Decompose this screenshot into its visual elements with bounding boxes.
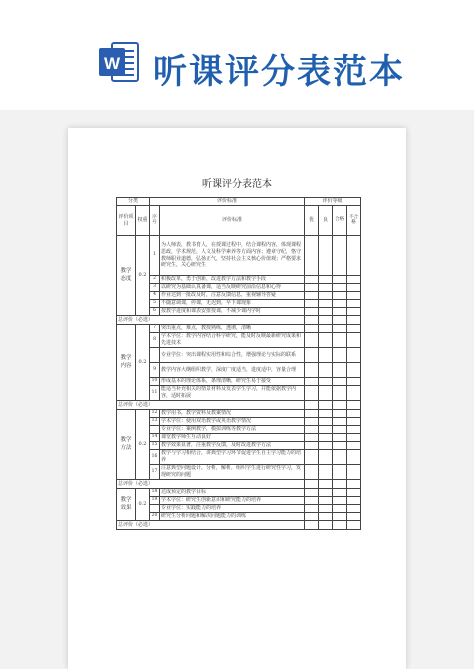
grade-cell-excellent[interactable] — [305, 308, 319, 316]
header-grade-excellent: 优 — [305, 206, 319, 236]
row-number: 1 — [150, 236, 160, 276]
grade-cell-good[interactable] — [319, 418, 333, 426]
row-criteria: 形成基本的理论体系，条理清晰，研究生易于接受 — [160, 378, 305, 386]
grade-cell-good[interactable] — [319, 308, 333, 316]
grade-cell-excellent[interactable] — [305, 418, 319, 426]
grade-cell-excellent[interactable] — [305, 236, 319, 276]
row-number — [150, 505, 160, 513]
row-number — [150, 348, 160, 363]
section-weight: 0.2 — [136, 489, 150, 521]
row-criteria: 作业达到一批改及时，注意反馈信息，重视辅导答疑 — [160, 292, 305, 300]
grade-cell-fail[interactable] — [347, 521, 361, 530]
row-criteria: 积极改革，勇于创新，改进教学方法和教学手段 — [160, 276, 305, 284]
grade-cell-excellent[interactable] — [305, 378, 319, 386]
header-grade-pass: 合格 — [333, 206, 347, 236]
section-name: 教学效果 — [117, 489, 136, 521]
grade-cell-good[interactable] — [319, 300, 333, 308]
row-criteria: 达成预定的教学目标 — [160, 489, 305, 497]
row-number: 6 — [150, 308, 160, 316]
grade-cell-pass[interactable] — [333, 378, 347, 386]
row-criteria: 为人师表，教书育人，在授课过程中，结合课程内容，体现课程思政，学术规范，人文及科学素养等方面内容；遵章守纪，恪守教师职业道德，弘扬正气，坚持社会主义核心价值观；严格要求研究生，关心研究生 — [160, 236, 305, 276]
row-criteria: 注意典型问题设计，分析，解析，组织学生进行研究性学习，发现研究的问题 — [160, 465, 305, 480]
grade-cell-fail[interactable] — [347, 378, 361, 386]
row-number: 10 — [150, 378, 160, 386]
grade-cell-pass[interactable] — [333, 276, 347, 284]
grade-cell-excellent[interactable] — [305, 450, 319, 465]
row-number: 9 — [150, 363, 160, 378]
grade-cell-good[interactable] — [319, 333, 333, 348]
grade-cell-good[interactable] — [319, 410, 333, 418]
grade-cell-pass[interactable] — [333, 418, 347, 426]
grade-cell-excellent[interactable] — [305, 386, 319, 401]
grade-cell-good[interactable] — [319, 276, 333, 284]
row-number — [150, 426, 160, 434]
grade-cell-fail[interactable] — [347, 292, 361, 300]
row-number: 8 — [150, 333, 160, 348]
row-criteria: 按教学进度和课表安排授课，不减少课内学时 — [160, 308, 305, 316]
row-criteria: 学术学位：研究生创新意识和研究能力的培养 — [160, 497, 305, 505]
grade-cell-fail[interactable] — [347, 308, 361, 316]
grade-cell-pass[interactable] — [333, 505, 347, 513]
grade-cell-good[interactable] — [319, 489, 333, 497]
grade-cell-excellent[interactable] — [305, 284, 319, 292]
grade-cell-pass[interactable] — [333, 513, 347, 521]
grade-cell-fail[interactable] — [347, 426, 361, 434]
grade-cell-pass[interactable] — [333, 489, 347, 497]
grade-cell-pass[interactable] — [333, 497, 347, 505]
grade-cell-excellent[interactable] — [305, 333, 319, 348]
document-page — [68, 128, 406, 669]
row-criteria: 学术学位：使用双语教学或英语教学情况 — [160, 418, 305, 426]
grade-cell-fail[interactable] — [347, 418, 361, 426]
grade-cell-pass[interactable] — [333, 316, 347, 325]
grade-cell-fail[interactable] — [347, 434, 361, 442]
grade-cell-excellent[interactable] — [305, 513, 319, 521]
grade-cell-good[interactable] — [319, 401, 333, 410]
section-name: 教学态度 — [117, 236, 136, 316]
grade-cell-good[interactable] — [319, 325, 333, 333]
row-criteria: 专业学位：实践能力的培养 — [160, 505, 305, 513]
grade-cell-fail[interactable] — [347, 465, 361, 480]
grade-cell-excellent[interactable] — [305, 442, 319, 450]
document-title: 听课评分表范本 — [202, 179, 272, 190]
grade-cell-fail[interactable] — [347, 284, 361, 292]
grade-cell-fail[interactable] — [347, 505, 361, 513]
grade-cell-pass[interactable] — [333, 521, 347, 530]
grade-cell-good[interactable] — [319, 348, 333, 363]
grade-cell-pass[interactable] — [333, 465, 347, 480]
grade-cell-good[interactable] — [319, 497, 333, 505]
row-number: 5 — [150, 300, 160, 308]
row-number: 17 — [150, 465, 160, 480]
grade-cell-pass[interactable] — [333, 236, 347, 276]
grade-cell-good[interactable] — [319, 434, 333, 442]
grade-cell-excellent[interactable] — [305, 489, 319, 497]
grade-cell-good[interactable] — [319, 316, 333, 325]
grade-cell-pass[interactable] — [333, 300, 347, 308]
grade-cell-excellent[interactable] — [305, 316, 319, 325]
grade-cell-excellent[interactable] — [305, 348, 319, 363]
grade-cell-pass[interactable] — [333, 401, 347, 410]
grade-cell-good[interactable] — [319, 480, 333, 489]
grade-cell-fail[interactable] — [347, 480, 361, 489]
row-criteria: 能适当补充相关的情景材料及发表学生学习，并能依据教学内容，适时拓展 — [160, 386, 305, 401]
grade-cell-excellent[interactable] — [305, 505, 319, 513]
row-criteria: 以研究为基础认真备课，适当反映研究前沿信息和心得 — [160, 284, 305, 292]
section-weight: 0.2 — [136, 236, 150, 316]
grade-cell-fail[interactable] — [347, 348, 361, 363]
grade-cell-pass[interactable] — [333, 333, 347, 348]
grade-cell-fail[interactable] — [347, 442, 361, 450]
grade-cell-fail[interactable] — [347, 300, 361, 308]
grade-cell-pass[interactable] — [333, 292, 347, 300]
grade-cell-excellent[interactable] — [305, 480, 319, 489]
grade-cell-excellent[interactable] — [305, 410, 319, 418]
row-number: 16 — [150, 450, 160, 465]
grade-cell-excellent[interactable] — [305, 401, 319, 410]
grade-cell-pass[interactable] — [333, 442, 347, 450]
grade-cell-excellent[interactable] — [305, 521, 319, 530]
row-criteria: 学术学位：教学内容结合科学研究，能及时反映最新研究成果和先进技术 — [160, 333, 305, 348]
grade-cell-excellent[interactable] — [305, 276, 319, 284]
grade-cell-fail[interactable] — [347, 489, 361, 497]
row-criteria: 教学用书，教学资料及教案情况 — [160, 410, 305, 418]
row-criteria: 课堂教学师生互动良好 — [160, 434, 305, 442]
total-evaluation-label: 总评价（必选） — [117, 521, 305, 530]
word-icon — [98, 40, 140, 84]
grade-cell-excellent[interactable] — [305, 465, 319, 480]
grade-cell-good[interactable] — [319, 513, 333, 521]
grade-cell-good[interactable] — [319, 450, 333, 465]
grade-cell-fail[interactable] — [347, 513, 361, 521]
row-criteria: 教学内容大纲组织教学，深度广度适当，进度适中，容量合理 — [160, 363, 305, 378]
row-number: 11 — [150, 386, 160, 401]
row-criteria: 不随意调课，停课，无迟到，早下课现象 — [160, 300, 305, 308]
banner — [0, 0, 474, 110]
row-number: 2 — [150, 276, 160, 284]
row-number: 20 — [150, 513, 160, 521]
svg-text:W: W — [103, 54, 121, 73]
grade-cell-fail[interactable] — [347, 410, 361, 418]
grade-cell-fail[interactable] — [347, 316, 361, 325]
header-seq: 序号 — [150, 206, 160, 236]
section-weight: 0.2 — [136, 325, 150, 401]
grade-cell-excellent[interactable] — [305, 434, 319, 442]
grade-cell-good[interactable] — [319, 465, 333, 480]
section-name: 教学内容 — [117, 325, 136, 401]
grade-cell-pass[interactable] — [333, 426, 347, 434]
grade-cell-fail[interactable] — [347, 401, 361, 410]
grade-cell-good[interactable] — [319, 442, 333, 450]
grade-cell-good[interactable] — [319, 521, 333, 530]
row-number: 7 — [150, 325, 160, 333]
total-evaluation-label: 总评价（必选） — [117, 401, 305, 410]
grade-cell-pass[interactable] — [333, 434, 347, 442]
row-number: 18 — [150, 489, 160, 497]
header-category: 分类 — [117, 198, 150, 206]
header-item: 评价项目 — [117, 206, 136, 236]
row-number: 15 — [150, 442, 160, 450]
grade-cell-excellent[interactable] — [305, 292, 319, 300]
grade-cell-fail[interactable] — [347, 386, 361, 401]
grade-cell-pass[interactable] — [333, 363, 347, 378]
grade-cell-excellent[interactable] — [305, 497, 319, 505]
grade-cell-pass[interactable] — [333, 450, 347, 465]
header-grade-fail: 不合格 — [347, 206, 361, 236]
evaluation-table — [116, 197, 361, 530]
row-number: 3 — [150, 284, 160, 292]
banner-title: 听课评分表范本 — [153, 52, 405, 92]
header-level: 评价等级 — [305, 198, 361, 206]
grade-cell-fail[interactable] — [347, 325, 361, 333]
grade-cell-good[interactable] — [319, 363, 333, 378]
header-weight: 权重 — [136, 206, 150, 236]
grade-cell-fail[interactable] — [347, 497, 361, 505]
row-criteria: 突出重点，难点，教授熟练，透彻，清晰 — [160, 325, 305, 333]
row-number: 12 — [150, 410, 160, 418]
row-number: 13 — [150, 418, 160, 426]
grade-cell-fail[interactable] — [347, 333, 361, 348]
grade-cell-excellent[interactable] — [305, 325, 319, 333]
grade-cell-good[interactable] — [319, 386, 333, 401]
grade-cell-pass[interactable] — [333, 480, 347, 489]
header-standard: 评价标准 — [150, 198, 305, 206]
grade-cell-fail[interactable] — [347, 363, 361, 378]
row-criteria: 专业学位：突出课程实用性和综合性，增强理论与实际的联系 — [160, 348, 305, 363]
grade-cell-excellent[interactable] — [305, 363, 319, 378]
grade-cell-good[interactable] — [319, 284, 333, 292]
grade-cell-excellent[interactable] — [305, 300, 319, 308]
row-number: 4 — [150, 292, 160, 300]
grade-cell-pass[interactable] — [333, 386, 347, 401]
total-evaluation-label: 总评价（必选） — [117, 480, 305, 489]
section-weight: 0.2 — [136, 410, 150, 480]
total-evaluation-label: 总评价（必选） — [117, 316, 305, 325]
grade-cell-pass[interactable] — [333, 348, 347, 363]
row-criteria: 教学效果显著，注重教学反馈，及时改进教学方法 — [160, 442, 305, 450]
row-number: 14 — [150, 434, 160, 442]
grade-cell-pass[interactable] — [333, 325, 347, 333]
header-grade-good: 良 — [319, 206, 333, 236]
grade-cell-pass[interactable] — [333, 284, 347, 292]
row-criteria: 专业学位：案例教学，模拟训练等教学方法 — [160, 426, 305, 434]
row-number: 19 — [150, 497, 160, 505]
grade-cell-good[interactable] — [319, 236, 333, 276]
grade-cell-excellent[interactable] — [305, 426, 319, 434]
grade-cell-good[interactable] — [319, 292, 333, 300]
grade-cell-good[interactable] — [319, 505, 333, 513]
grade-cell-good[interactable] — [319, 426, 333, 434]
grade-cell-pass[interactable] — [333, 308, 347, 316]
section-name: 教学方法 — [117, 410, 136, 480]
grade-cell-good[interactable] — [319, 378, 333, 386]
header-criteria: 评价标准 — [160, 206, 305, 236]
grade-cell-fail[interactable] — [347, 276, 361, 284]
grade-cell-pass[interactable] — [333, 410, 347, 418]
row-criteria: 研究生分析问题和解决问题能力的训练 — [160, 513, 305, 521]
grade-cell-fail[interactable] — [347, 450, 361, 465]
grade-cell-fail[interactable] — [347, 236, 361, 276]
row-criteria: 教学与学习相结合，讲典型学习环节促进学生自主学习能力的培养 — [160, 450, 305, 465]
